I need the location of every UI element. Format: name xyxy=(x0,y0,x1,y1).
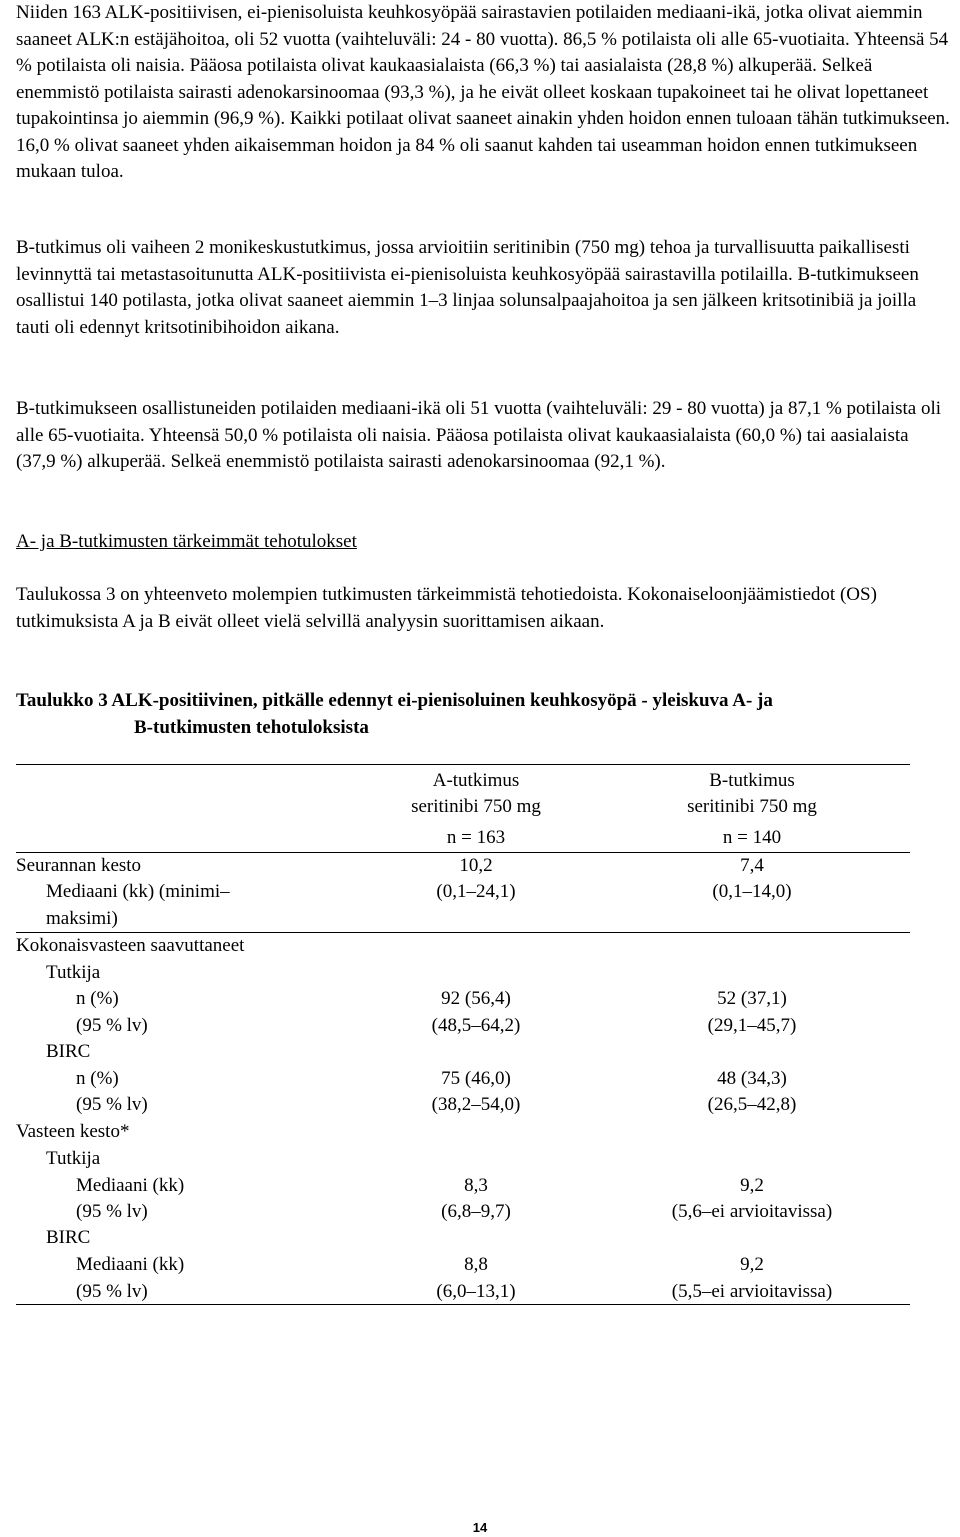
cell-study-b: 9,2 xyxy=(740,1175,764,1196)
col-header-a-drug: seritinibi 750 mg xyxy=(411,796,541,817)
paragraph-summary: Taulukossa 3 on yhteenveto molempien tutkimusten tärkeimmistä tehotiedoista. Kokonaiseloonjäämistiedot (OS) tutkimuksista A ja B eivät olleet vielä selvillä analyysin suorittamisen aikaan. xyxy=(16,584,877,632)
section-heading: A- ja B-tutkimusten tärkeimmät tehotulokset xyxy=(16,531,357,552)
row-label: maksimi) xyxy=(46,908,118,929)
cell-study-b: 48 (34,3) xyxy=(717,1068,787,1089)
row-label: Mediaani (kk) (minimi– xyxy=(46,881,230,902)
cell-study-a: 10,2 xyxy=(459,855,493,876)
paragraph-study-a-demographics: Niiden 163 ALK-positiivisen, ei-pienisoluista keuhkosyöpää sairastavien potilaiden mediaani-ikä, jotka olivat aiemmin saaneet ALK:n estäjähoitoa, oli 52 vuotta (vaihteluväli: 24 - 80 vuotta). 86,5 % potilaista oli alle 65-vuotiaita. Yhteensä 54 % potilaista oli naisia. Pääosa potilaista olivat kaukaasialaista (66,3 %) tai aasialaista (28,8 %) alkuperää. Selkeä enemmistö potilaista sairasti adenokarsinoomaa (93,3 %), ja he eivät olleet koskaan tupakoineet tai he olivat lopettaneet tupakointinsa jo aiemmin (96,9 %). Kaikki potilaat olivat saaneet ainakin yhden hoidon ennen tuloaan tähän tutkimukseen. 16,0 % olivat saaneet yhden aikaisemman hoidon ja 84 % oli saanut kahden tai useamman hoidon ennen tutkimukseen mukaan tuloa. xyxy=(16,2,950,182)
cell-study-b: 52 (37,1) xyxy=(717,988,787,1009)
row-label: BIRC xyxy=(46,1041,91,1062)
cell-study-a: (48,5–64,2) xyxy=(431,1015,521,1036)
row-label: (95 % lv) xyxy=(76,1094,148,1115)
row-label: n (%) xyxy=(76,988,119,1009)
row-label: (95 % lv) xyxy=(76,1015,148,1036)
table-caption-line1: Taulukko 3 ALK-positiivinen, pitkälle edennyt ei-pienisoluinen keuhkosyöpä - yleiskuva A- ja xyxy=(16,690,773,711)
cell-study-b: (26,5–42,8) xyxy=(707,1094,797,1115)
table-caption xyxy=(16,688,950,741)
row-label: BIRC xyxy=(46,1227,91,1248)
cell-study-b: 9,2 xyxy=(740,1254,764,1275)
row-label: Tutkija xyxy=(46,1148,101,1169)
col-header-b-title: B-tutkimus xyxy=(709,770,795,791)
cell-study-b: 7,4 xyxy=(740,855,764,876)
cell-study-a: 8,8 xyxy=(464,1254,488,1275)
table-top-rule xyxy=(16,764,910,765)
col-header-a-title: A-tutkimus xyxy=(432,770,520,791)
cell-study-b: (0,1–14,0) xyxy=(712,881,792,902)
paragraph-study-b-demographics: B-tutkimukseen osallistuneiden potilaiden mediaani-ikä oli 51 vuotta (vaihteluväli: 29 - 80 vuotta) ja 87,1 % potilaista oli alle 65-vuotiaita. Yhteensä 50,0 % potilaista oli naisia. Pääosa potilaista olivat kaukaasialaista (60,0 %) tai aasialaista (37,9 %) alkuperää. Selkeä enemmistö potilaista sairasti adenokarsinoomaa (92,1 %). xyxy=(16,398,942,472)
table-caption-line2: B-tutkimusten tehotuloksista xyxy=(134,716,369,738)
col-header-b-n: n = 140 xyxy=(722,827,782,848)
row-label: (95 % lv) xyxy=(76,1201,148,1222)
row-label: Kokonaisvasteen saavuttaneet xyxy=(16,935,245,956)
row-label: Seurannan kesto xyxy=(16,855,142,876)
cell-study-b: (5,5–ei arvioitavissa) xyxy=(671,1281,833,1302)
cell-study-b: (29,1–45,7) xyxy=(707,1015,797,1036)
paragraph-study-b-design: B-tutkimus oli vaiheen 2 monikeskustutkimus, jossa arvioitiin seritinibin (750 mg) tehoa ja turvallisuutta paikallisesti levinnyttä tai metastasoitunutta ALK-positiivista ei-pienisoluista keuhkosyöpää sairastavilla potilailla. B-tutkimukseen osallistui 140 potilasta, jotka olivat saaneet aiemmin 1–3 linjaa solunsalpaajahoitoa ja sen jälkeen kritsotinibiä ja joilla tauti oli edennyt kritsotinibihoidon aikana. xyxy=(16,237,919,338)
col-header-b-drug: seritinibi 750 mg xyxy=(687,796,817,817)
page-number: 14 xyxy=(472,1520,488,1535)
cell-study-a: (6,8–9,7) xyxy=(441,1201,511,1222)
cell-study-a: 92 (56,4) xyxy=(441,988,511,1009)
row-label: Tutkija xyxy=(46,962,101,983)
row-label: Vasteen kesto* xyxy=(16,1121,130,1142)
row-label: Mediaani (kk) xyxy=(76,1254,185,1275)
cell-study-a: 8,3 xyxy=(464,1175,488,1196)
row-label: (95 % lv) xyxy=(76,1281,148,1302)
cell-study-a: (0,1–24,1) xyxy=(436,881,516,902)
cell-study-a: (6,0–13,1) xyxy=(436,1281,516,1302)
cell-study-b: (5,6–ei arvioitavissa) xyxy=(671,1201,833,1222)
col-header-a-n: n = 163 xyxy=(446,827,506,848)
row-label: Mediaani (kk) xyxy=(76,1175,185,1196)
cell-study-a: 75 (46,0) xyxy=(441,1068,511,1089)
cell-study-a: (38,2–54,0) xyxy=(431,1094,521,1115)
row-label: n (%) xyxy=(76,1068,119,1089)
